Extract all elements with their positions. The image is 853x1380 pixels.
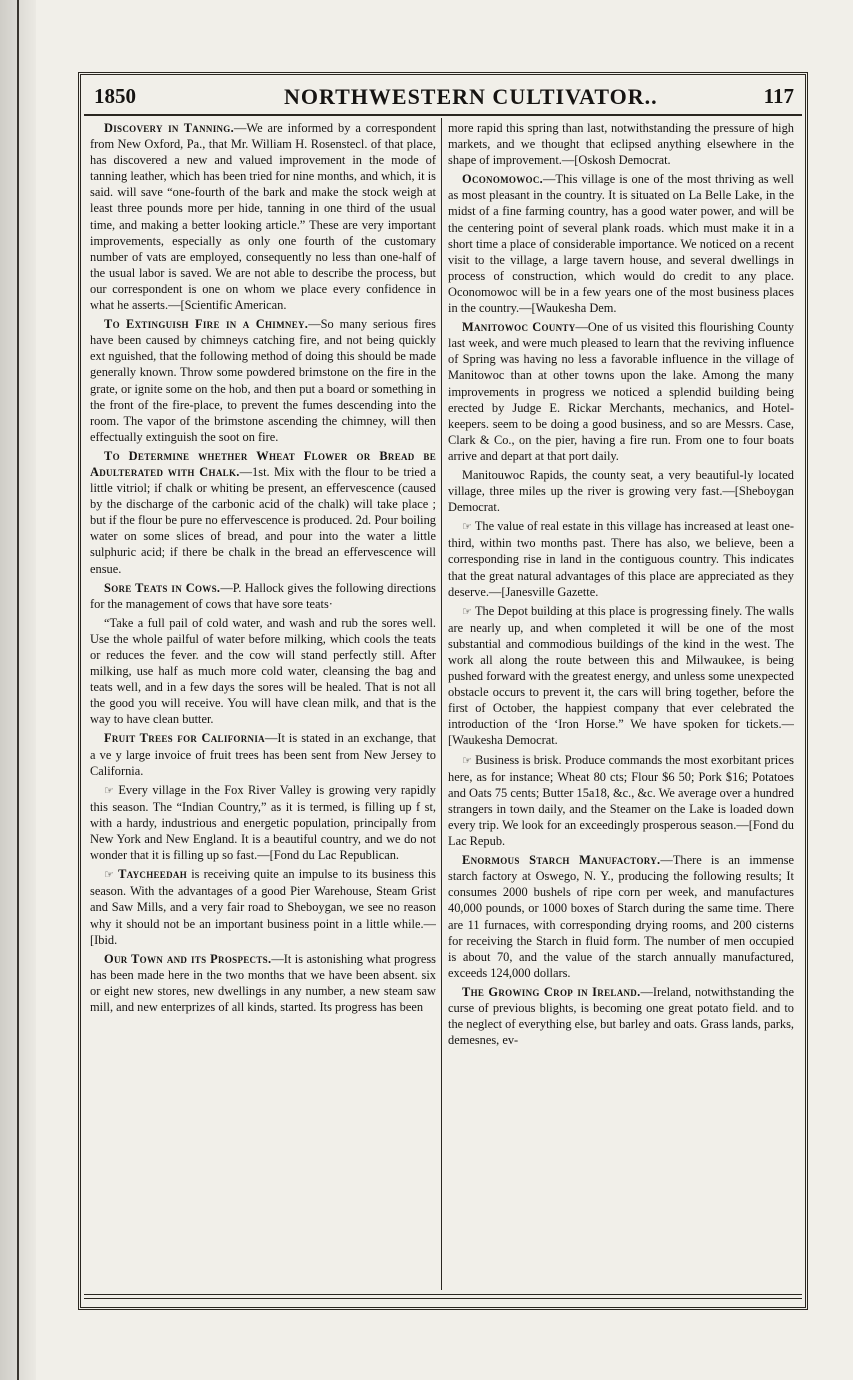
column-divider xyxy=(441,118,442,1290)
article-text: —So many serious fires have been caused by chimneys catching fire, and not being quickly ext nguished, that the following method of doing this should be made generally known. Throw some powdered brimstone on the fire in the grate, or ignite some on the hob, and then put a board or something in the front of the fire-place, to prevent the fumes descending into the room. The vapor of the brimstone ascending the chimney, will then effectually extinguish the soot on fire. xyxy=(90,317,436,444)
article-text: Business is brisk. Produce commands the most exorbitant prices here, as for instance; Wheat 80 cts; Flour $6 50; Pork $16; Potatoes and Oats 75 cents; Butter 15a18, &c., &c. We average over a hundred strangers in town daily, and the Steamer on the Lake is loaded down every trip. We look for an exceedingly prosperous season.—[Fond du Lac Repub. xyxy=(448,752,794,849)
article-heading: To Extinguish Fire in a Chimney. xyxy=(104,317,309,332)
footer-rule xyxy=(84,1294,802,1299)
pointing-hand-icon: ☞ xyxy=(104,868,114,882)
pointing-hand-icon: ☞ xyxy=(462,604,472,618)
article-text: —Ireland, notwithstanding the curse of previous blights, is becoming one great potato field. and to the neglect of everything else, but barley and oats. Grass lands, parks, demesnes, ev- xyxy=(448,984,794,1048)
article-fox-river-valley xyxy=(90,782,436,863)
article-heading: The Growing Crop in Ireland. xyxy=(462,984,641,999)
article-text: Every village in the Fox River Valley is growing very rapidly this season. The “Indian Country,” as it is termed, is filling up f st, with a hardy, industrious and energetic population, principally from New York and New England. It is a beautiful country, and we do not wonder that it is filling up so fast.—[Fond du Lac Republican. xyxy=(90,782,436,863)
header-title: NORTHWESTERN CULTIVATOR.. xyxy=(284,84,658,109)
article-taycheedah xyxy=(90,866,436,947)
header-year: 1850 xyxy=(94,84,136,108)
article-our-town-continued xyxy=(448,120,794,168)
article-text: “Take a full pail of cold water, and wash and rub the sores well. Use the whole pailful of water before milking, which cools the teats or reduces the fever. and the cow will stand perfectly still. After milking, use half as much more cold water, cleansing the bag and teats well, and in a few days the sores will be healed. That is not all the good you will receive. You will have clean milk, and that is the way to have clean butter. xyxy=(90,615,436,727)
running-header xyxy=(84,80,802,114)
article-text: is receiving quite an impulse to its business this season. With the advantages of a good Pier Warehouse, Steam Grist and Saw Mills, and a very fair road to Sheboygan, we see no reason why it should not be an important business point in a little while.—[Ibid. xyxy=(90,867,436,947)
article-text: —It is astonishing what progress has been made here in the two months that we have been absent. six or eight new stores, new dwellings in any number, a new steam saw mill, and new enterprizes of all kinds, started. Its progress has been xyxy=(90,951,436,1014)
header-rule xyxy=(84,114,802,116)
article-tanning xyxy=(90,120,436,313)
binding-line xyxy=(17,0,19,1380)
article-business-brisk xyxy=(448,752,794,850)
left-column xyxy=(90,120,436,1288)
article-text: —There is an immense starch factory at Oswego, N. Y., producing the following results; It consumes 2000 bushels of ripe corn per week, and manufactures 40,000 pounds, or 1000 boxes of Starch during the same time. There are 11 furnaces, with corresponding drying rooms, and 200 cisterns for receiving the Starch in fluid form. The number of men occupied is about 70, and the value of the starch annually manufactured, exceeds 124,000 dollars. xyxy=(448,853,794,980)
article-heading: Sore Teats in Cows. xyxy=(104,580,221,595)
article-adulterated-flour xyxy=(90,448,436,577)
article-text: The value of real estate in this village has increased at least one-third, within two months past. There has also, we believe, been a corresponding rise in land in the contiguous country. This indicates that the great natural advantages of this place are appreciated as they deserve.—[Janesville Gazette. xyxy=(448,519,794,599)
article-real-estate xyxy=(448,518,794,599)
article-heading: Taycheedah xyxy=(118,867,188,882)
article-manitouwoc-rapids xyxy=(448,467,794,515)
article-heading: Our Town and its Prospects. xyxy=(104,951,272,966)
article-text: —1st. Mix with the flour to be tried a little vitriol; if chalk or whiting be present, an effervescence (caused by the discharge of the carbonic acid of the chalk) will take place ; but if the flour be pure no effervescence is produced. 2d. Pour boiling water on some slices of bread, and pour into the water a little sulphuric acid; if there be chalk in the bread an effervescence will ensue. xyxy=(90,464,436,576)
article-text: —We are informed by a correspondent from New Oxford, Pa., that Mr. William H. Rosenstecl. of that place, has discovered a new and valued improvement in the mode of tanning leather, which has been tried for nine months, and which, it is said. will save “one-fourth of the bark and make the stock weigh at least three pounds more per hide, tanning in one third of the usual time, and making a better looking article.” These are very important improvements, especially as only one fourth of the customary number of vats are employed, consequently no less than one-half of the usual labor is saved. We are not able to describe the process, but our correspondent is one on whom we place every confidence in what he asserts.—[Scientific American. xyxy=(90,121,436,313)
article-sore-teats-quote xyxy=(90,615,436,728)
pointing-hand-icon: ☞ xyxy=(104,783,114,797)
article-chimney-fire xyxy=(90,316,436,445)
article-text: The Depot building at this place is progressing finely. The walls are nearly up, and when completed it will be one of the most substantial and commodious buildings of the kind in the west. The work all along the route between this and Milwaukee, is being pushed forward with the greatest energy, and unless some unexpected obstacle occurs to prevent it, the cars will bring together, before the first of October, the happiest company that ever celebrated the introduction of the ‘Iron Horse.” We have spoken for tickets.—[Waukesha Democrat. xyxy=(448,603,794,748)
article-oconomowoc xyxy=(448,171,794,316)
article-text: Manitouwoc Rapids, the county seat, a very beautiful-ly located village, three miles up the river is growing very fast.—[Sheboygan Democrat. xyxy=(448,467,794,515)
article-depot-building xyxy=(448,603,794,749)
article-text: —One of us visited this flourishing County last week, and were much pleased to learn that the reviving influence of Spring was having no less a favorable influence in the village of Manitowoc than at other towns upon the lake. Among the many improvements in progress we noticed a splendid building being erected by Judge E. Rickar Merchants, mechanics, and Hotel-keepers. seem to be doing a good business, and so are Messrs. Case, Clark & Co., on the pier, having a fire run. From one to four boats arrive and depart at that port daily. xyxy=(448,320,794,463)
article-heading: Manitowoc County xyxy=(462,320,576,335)
pointing-hand-icon: ☞ xyxy=(462,753,472,767)
article-fruit-trees xyxy=(90,730,436,778)
pointing-hand-icon: ☞ xyxy=(462,520,472,534)
header-page-number: 117 xyxy=(763,84,794,108)
article-text: —It is stated in an exchange, that a ve y large invoice of fruit trees has been sent from New Jersey to California. xyxy=(90,731,436,778)
article-text: —This village is one of the most thriving as well as most pleasant in the country. It is situated on La Belle Lake, in the midst of a fine farming country, has a good water power, and will be the centering point of several plank roads. which must make it in a short time a place of considerable importance. We noticed on a recent visit to the village, a large tavern house, and several dwellings in process of construction, which would do credit to any place. Oconomowoc will be in a few years one of the most business places in the country.—[Waukesha Dem. xyxy=(448,172,794,316)
article-text: more rapid this spring than last, notwithstanding the pressure of high markets, and we thought that eclipsed anything elsewhere in the shape of improvement.—[Oskosh Democrat. xyxy=(448,121,794,168)
article-manitowoc-county xyxy=(448,319,794,464)
article-text: —P. Hallock gives the following directions for the management of cows that have sore teats· xyxy=(90,580,436,611)
article-ireland-crop xyxy=(448,984,794,1048)
article-our-town xyxy=(90,951,436,1015)
article-sore-teats xyxy=(90,580,436,612)
article-heading: To Determine whether Wheat Flower or Bread be Adulterated with Chalk. xyxy=(90,448,436,479)
article-heading: Discovery in Tanning. xyxy=(104,121,234,135)
article-heading: Oconomowoc. xyxy=(462,172,544,187)
right-column xyxy=(448,120,794,1288)
article-heading: Enormous Starch Manufactory. xyxy=(462,853,661,868)
article-heading: Fruit Trees for California xyxy=(104,731,265,746)
article-starch-manufactory xyxy=(448,852,794,981)
